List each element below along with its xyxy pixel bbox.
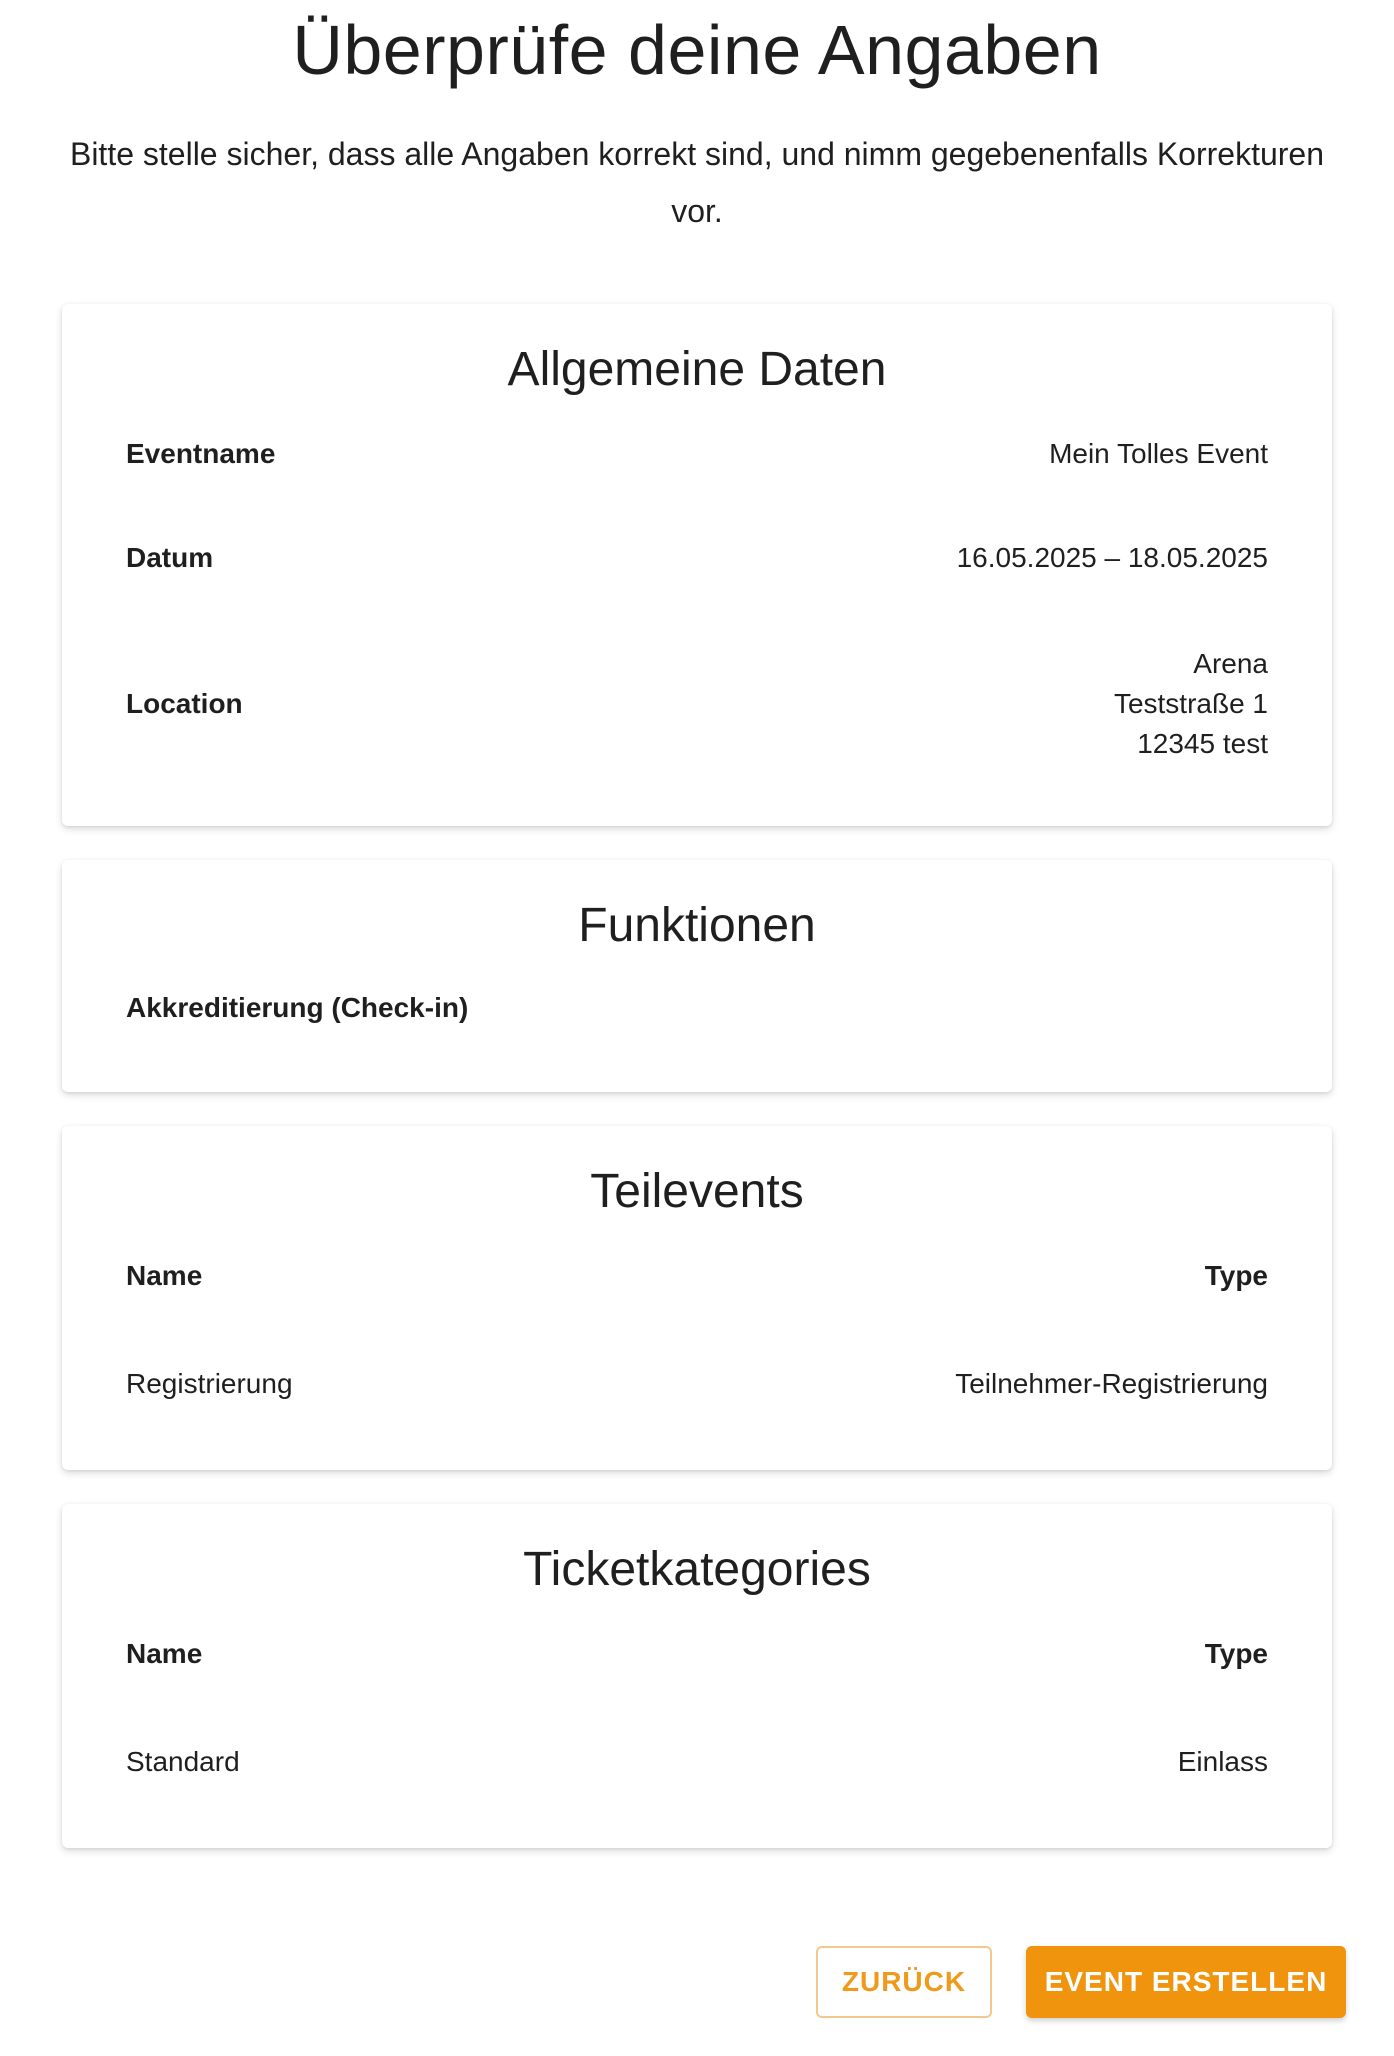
functions-card — [62, 860, 1332, 1092]
subevent-row-name: Registrierung — [126, 1368, 293, 1399]
ticket-row-name: Standard — [126, 1746, 240, 1777]
eventname-value: Mein Tolles Event — [1049, 438, 1268, 469]
location-line-venue: Arena — [1193, 648, 1268, 679]
functions-title: Funktionen — [578, 899, 816, 952]
intro-text: Bitte stelle sicher, dass alle Angaben korrekt sind, und nimm gegebenenfalls Korrekturen vor. — [69, 136, 1325, 229]
general-data-card — [62, 304, 1332, 826]
eventname-label: Eventname — [126, 438, 276, 469]
date-label: Datum — [126, 542, 214, 573]
subevents-card — [62, 1126, 1332, 1470]
location-label: Location — [126, 688, 243, 719]
location-value — [1114, 644, 1268, 764]
tickets-column-name: Name — [126, 1638, 203, 1669]
general-data-title: Allgemeine Daten — [507, 343, 887, 396]
function-item-accreditation: Akkreditierung (Check-in) — [126, 992, 469, 1023]
location-line-city: 12345 test — [1137, 728, 1268, 759]
ticket-categories-title: Ticketkategories — [523, 1543, 871, 1596]
page-title: Überprüfe deine Angaben — [292, 11, 1102, 89]
ticket-categories-card — [62, 1504, 1332, 1848]
subevents-column-name: Name — [126, 1260, 203, 1291]
subevents-column-type: Type — [1204, 1260, 1268, 1291]
ticket-row-type: Einlass — [1177, 1746, 1268, 1777]
date-value: 16.05.2025 – 18.05.2025 — [956, 542, 1268, 573]
location-line-street: Teststraße 1 — [1113, 688, 1268, 719]
create-event-button[interactable]: EVENT ERSTELLEN — [1026, 1946, 1346, 2018]
subevent-row-type: Teilnehmer-Registrierung — [955, 1368, 1268, 1399]
tickets-column-type: Type — [1204, 1638, 1268, 1669]
back-button[interactable]: ZURÜCK — [816, 1946, 992, 2018]
subevents-title: Teilevents — [590, 1165, 804, 1218]
